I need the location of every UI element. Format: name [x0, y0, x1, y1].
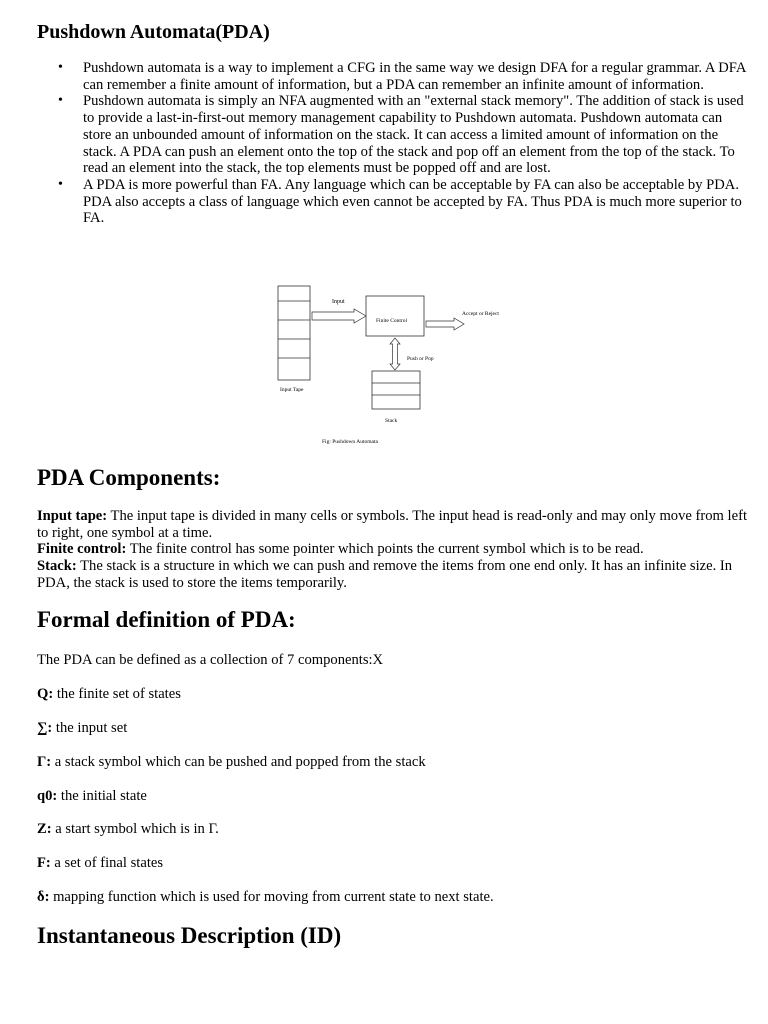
term: ∑:	[37, 720, 53, 736]
stack-label: Stack	[385, 418, 398, 424]
formal-intro: The PDA can be defined as a collection of 7 components:X	[37, 652, 384, 668]
output-arrow	[426, 318, 464, 330]
finite-control-box	[366, 296, 424, 336]
definition: the finite set of states	[53, 686, 181, 702]
component-input-tape	[37, 508, 749, 541]
definition: mapping function which is used for moving from current state to next state.	[49, 889, 494, 905]
term: q0:	[37, 788, 58, 804]
term: Q:	[37, 686, 54, 702]
formal-item-gamma	[37, 754, 426, 771]
formal-item-z	[37, 821, 219, 838]
input-label: Input	[332, 299, 345, 305]
formal-item-delta	[37, 889, 494, 906]
component-stack	[37, 558, 749, 591]
term: Γ:	[37, 754, 52, 770]
accept-reject-label: Accept or Reject	[462, 311, 499, 317]
input-tape-figure	[278, 286, 310, 380]
finite-control-label: Finite Control	[376, 318, 408, 324]
formal-item-f	[37, 855, 163, 872]
term: Finite control:	[37, 541, 127, 557]
term: Stack:	[37, 558, 77, 574]
diagram-caption: Fig: Pushdown Automata	[322, 439, 378, 445]
definition: the initial state	[57, 788, 147, 804]
input-arrow	[312, 309, 366, 323]
list-item: • A PDA is more powerful than FA. Any language which can be acceptable by FA can also be acceptable by PDA. PDA also accepts a class of language which even cannot be accepted by FA. Thus PDA is much more superior to FA.	[37, 177, 749, 227]
push-pop-label: Push or Pop	[407, 356, 434, 362]
list-item: • Pushdown automata is simply an NFA augmented with an "external stack memory". The addition of stack is used to provide a last-in-first-out memory management capability to Pushdown automata. Pushdown automata can store an unbounded amount of information on the stack. It can access a limited amount of information on the stack. A PDA can push an element onto the top of the stack and pop off an element from the top of the stack. To read an element into the stack, the top elements must be popped off and are lost.	[37, 93, 749, 177]
formal-item-q0	[37, 788, 147, 805]
formal-item-sigma	[37, 720, 127, 737]
components-heading: PDA Components:	[37, 465, 221, 490]
intro-bullet-list	[37, 60, 749, 227]
definition: The stack is a structure in which we can push and remove the items from one end only. It has an infinite size. In PDA, the stack is used to store the items temporarily.	[37, 558, 733, 591]
definition: a set of final states	[50, 855, 164, 871]
term: F:	[37, 855, 51, 871]
definition: The input tape is divided in many cells or symbols. The input head is read-only and may only move from left to right, one symbol at a time.	[37, 508, 747, 541]
formal-item-q	[37, 686, 181, 703]
definition: The finite control has some pointer which points the current symbol which is to be read.	[126, 541, 644, 557]
page-title: Pushdown Automata(PDA)	[37, 21, 270, 43]
input-tape-label: Input Tape	[280, 387, 304, 393]
term: Z:	[37, 821, 52, 837]
definition: a stack symbol which can be pushed and popped from the stack	[51, 754, 426, 770]
push-pop-arrow	[390, 338, 400, 370]
component-finite-control	[37, 541, 749, 558]
definition: the input set	[52, 720, 128, 736]
instantaneous-description-heading: Instantaneous Description (ID)	[37, 923, 342, 948]
term: δ:	[37, 889, 50, 905]
definition: a start symbol which is in Γ.	[51, 821, 219, 837]
formal-definition-heading: Formal definition of PDA:	[37, 607, 296, 632]
term: Input tape:	[37, 508, 108, 524]
list-item: • Pushdown automata is a way to implement a CFG in the same way we design DFA for a regular grammar. A DFA can remember a finite amount of information, but a PDA can remember an infinite amount of information.	[37, 60, 749, 93]
pda-diagram	[262, 280, 499, 450]
stack-figure	[372, 371, 420, 409]
